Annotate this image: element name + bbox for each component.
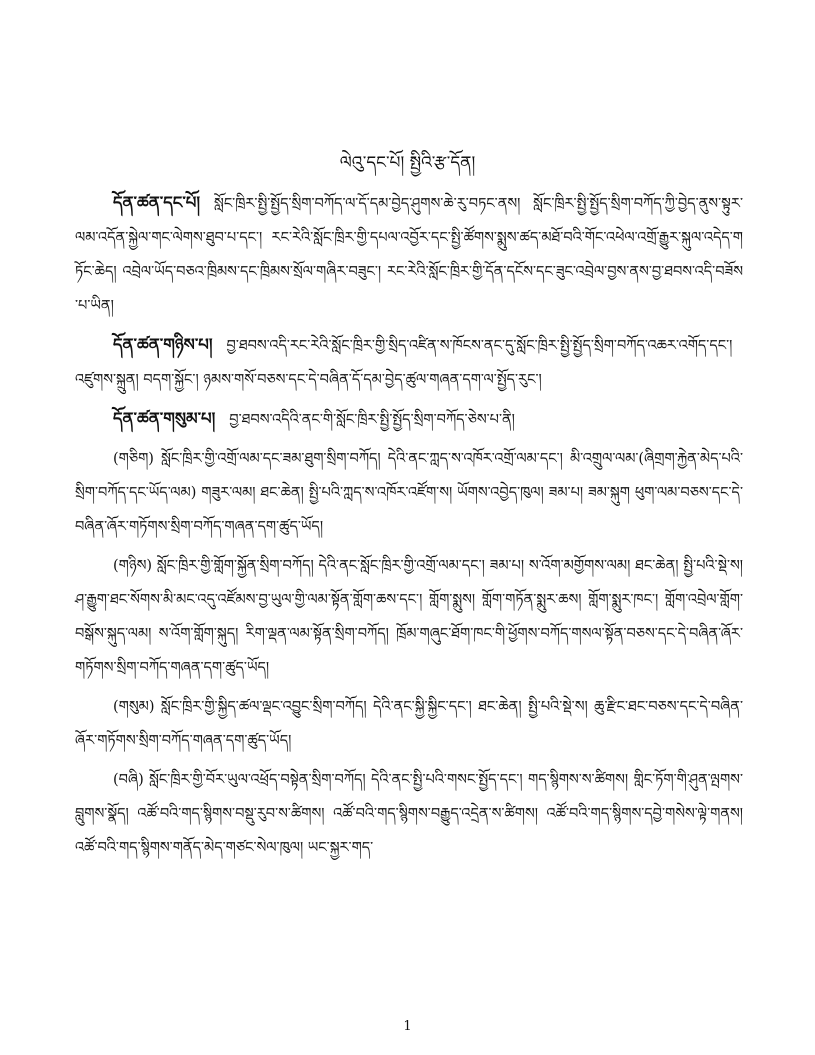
article-2-text: བྱ་ཐབས་འདི་རང་རེའི་སློང་ཁྲིར་གྱི་སྲིད་འཛིན་ས་ཁོངས་ནང་དུ་སློང་ཁྲིར་སྤྱི་སྤྱོད་སྲིག་བཀོད་འཆར་འགོད་དང་། འཛུགས་སྐྲུན། བདག་སྐྱོང་། ཉམས་གསོ་བཅས་དང་དེ་བཞིན་དོ་དམ་བྱེད་ཚུལ་གཞན་དག་ལ་སྤྱོད་རུང་། <box>75 338 733 388</box>
article-3-text: བྱ་ཐབས་འདིའི་ནང་གི་སློང་ཁྲིར་སྤྱི་སྤྱོད་སྲིག་བཀོད་ཅེས་པ་ནི། <box>229 412 515 428</box>
article-3-heading: དོན་ཚན་གསུམ་པ། <box>113 409 216 428</box>
page-number: 1 <box>403 1019 412 1034</box>
list-item-1: (གཅིག) སློང་ཁྲིར་གྱི་འགྲོ་ལམ་དང་ཟམ་ཐུག་སྲིག་བཀོད། དེའི་ནང་ཀླད་ས་འཁོར་འགྲོ་ལམ་དང་། མི་འགྲུལ་ལམ་(ཞིགྲག་རྐྱེན་མེད་པའི་སྲིག་བཀོད་དང་ཡོད་ལམ) གཟུར་ལམ། ཐང་ཆེན། སྤྱི་པའི་ཀླད་ས་འཁོར་འཛོག་ས། ཡོགས་འབྱེད་ཁུལ། ཟམ་པ། ཟམ་སྐུག ཕུག་ལམ་བཅས་དང་དེ་བཞིན་ཞོར་གཏོགས་སྲིག་བཀོད་གཞན་དག་ཚུད་ཡོད། <box>75 451 743 535</box>
article-2-heading: དོན་ཚན་གཉིས་པ། <box>113 335 213 354</box>
article-1-text: སློང་ཁྲིར་སྤྱི་སྤྱོད་སྲིག་བཀོད་ལ་དོ་དམ་བྱེད་ཤུགས་ཆེ་རུ་བཏང་ནས། སློང་ཁྲིར་སྤྱི་སྤྱོད་སྲིག་བཀོད་ཀྱི་བྱེད་ནུས་སྟུར་ལམ་འདོན་སྐྱེལ་གང་ལེགས་ཐུབ་པ་དང་། རང་རེའི་སློང་ཁྲིར་གྱི་དཔལ་འབྱོར་དང་སྤྱི་ཚོགས་སྨུས་ཚད་མཐོ་བའི་གོང་འཕེལ་འགྲོ་རྒྱུར་སྐུལ་འདེད་གཏོང་ཆེད། འབྲེལ་ཡོད་བཅའ་ཁྲིམས་དང་ཁྲིམས་སྲོལ་གཞིར་བཟུང་། རང་རེའི་སློང་ཁྲིར་གྱི་དོན་དངོས་དང་ཟུང་འབྲེལ་བྱས་ནས་བྱ་ཐབས་འདི་བཟོས་པ་ཡིན། <box>75 196 743 314</box>
chapter-title: ལེའུ་དང་པོ། སྤྱིའི་རྩ་དོན། <box>339 153 476 173</box>
article-1 <box>75 186 743 323</box>
article-1-heading: དོན་ཚན་དང་པོ། <box>113 193 201 212</box>
list-item-2: (གཉིས) སློང་ཁྲིར་གྱི་གློག་སྐྱོན་སྲིག་བཀོད། དེའི་ནང་སློང་ཁྲིར་གྱི་འགྲོ་ལམ་དང་། ཟམ་པ། ས་འོག་མགྱོགས་ལམ། ཐང་ཆེན། སྤྱི་པའི་སྡེ་ས། ཤ་རྒྱུག་ཐང་སོགས་མི་མང་འདུ་འཛོམས་བྱ་ཡུལ་གྱི་ལམ་སྟོན་གློག་ཆས་དང་། གློག་སྨུས། གློག་གཏོན་སྨུར་ཆས། གློག་སྨུར་ཁང་། གློག་འབྲེལ་གློག་བསྒོས་སྐུད་ལམ། ས་འོག་གློག་སྐུད། རིག་ལྡན་ལམ་སྟོན་སྲིག་བཀོད། ཁྲོམ་གཞུང་ཐོག་ཁང་གི་ཕྱོགས་བཀོད་གསལ་སྟོན་བཅས་དང་དེ་བཞིན་ཞོར་གཏོགས་སྲིག་བཀོད་གཞན་དག་ཚུད་ཡོད། <box>75 558 743 676</box>
article-3 <box>75 402 743 437</box>
list-item-4: (བཞི) སློང་ཁྲིར་གྱི་བོར་ཡུལ་འཕྲོད་བསྟེན་སྲིག་བཀོད། དེའི་ནང་སྤྱི་པའི་གསང་སྤྱོད་དང་། གད་སྙིགས་ས་ཚིགས། གླིང་ཏོག་གི་ཤུན་ལྤགས་བླུགས་སྣོད། འཚོ་བའི་གད་སྙིགས་བསྡུ་རུབ་ས་ཚིགས། འཚོ་བའི་གད་སྙིགས་བརྒྱུད་འདྲེན་ས་ཚིགས། འཚོ་བའི་གད་སྙིགས་དབྱེ་གསེས་ལྟེ་གནས། འཚོ་བའི་གད་སྙིགས་གནོད་མེད་གཙང་སེལ་ཁུལ། ཡང་སྐྱར་གད་ <box>75 772 743 856</box>
article-2 <box>75 328 743 397</box>
document-body <box>75 186 743 870</box>
list-item-3: (གསུམ) སློང་ཁྲིར་གྱི་སྐྱིད་ཚལ་ལྡང་འབྱུང་སྲིག་བཀོད། དེའི་ནང་སྐྱི་སྐྱིང་དང་། ཐང་ཆེན། སྤྱི་པའི་སྡེ་ས། ཆུ་རྫིང་ཐང་བཅས་དང་དེ་བཞིན་ཞོར་གཏོགས་སྲིག་བཀོད་གཞན་དག་ཚུད་ཡོད། <box>75 699 743 749</box>
